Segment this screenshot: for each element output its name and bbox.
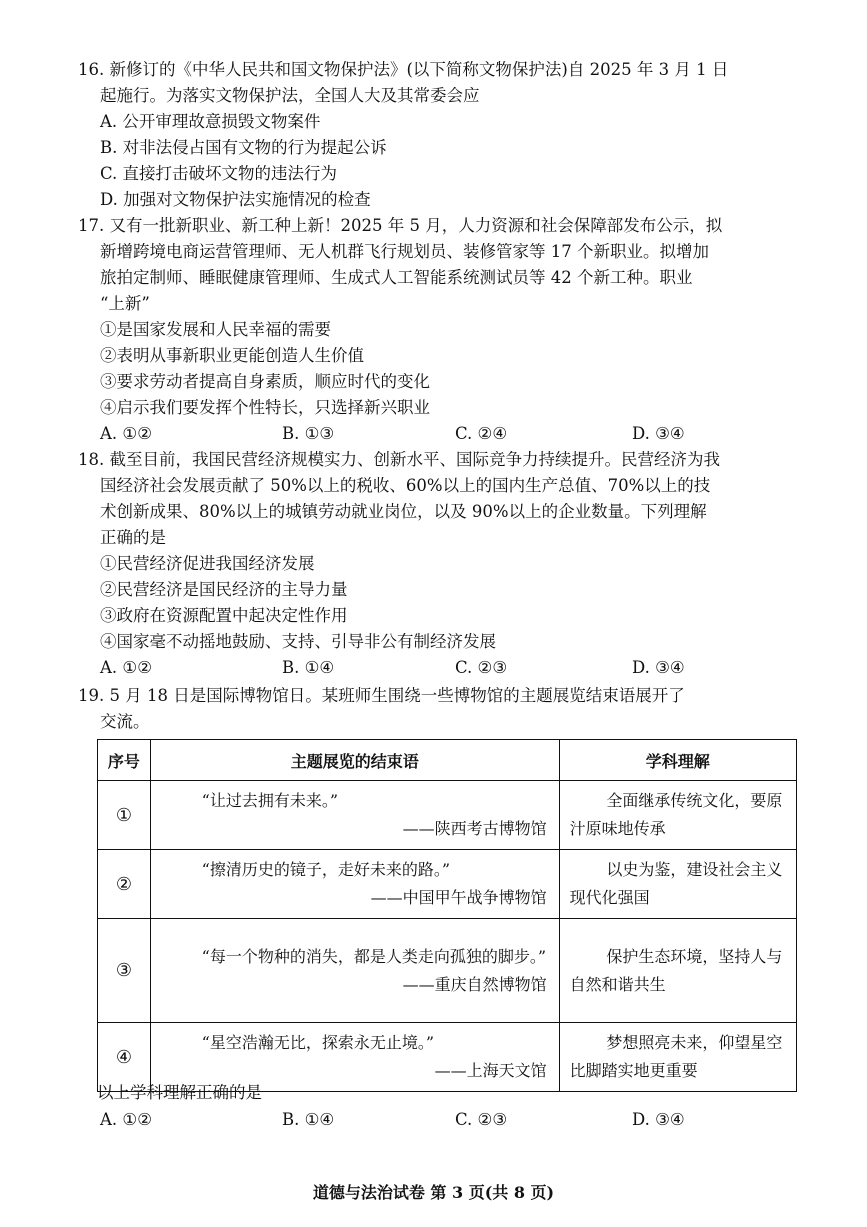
q19-choice-d[interactable]: D. ③④ [632,1110,685,1129]
q18-choice-d[interactable]: D. ③④ [632,658,685,677]
q17-choice-b[interactable]: B. ①③ [282,424,335,443]
understanding-cell [559,850,796,919]
q18-stem-line4: 正确的是 [100,528,166,547]
q16-stem-line2: 起施行。为落实文物保护法，全国人大及其常委会应 [100,86,480,105]
closing-remark-cell [150,781,559,850]
q17-statement-1: ①是国家发展和人民幸福的需要 [100,320,331,339]
table-row [98,781,797,850]
understanding-text: 全面继承传统文化，要原汁原味地传承 [569,791,783,838]
header-understanding: 学科理解 [559,740,796,781]
understanding-text: 梦想照亮未来，仰望星空比脚踏实地更重要 [569,1033,783,1080]
q18-stem-line1: 18. 截至目前，我国民营经济规模实力、创新水平、国际竞争力持续提升。民营经济为我 [78,450,720,469]
understanding-cell [559,781,796,850]
row-number: ④ [98,1023,151,1092]
table-header-row [98,740,797,781]
q17-stem-line4: “上新” [100,294,150,313]
quote-text: “擦清历史的镜子，走好未来的路。” [201,860,451,879]
header-number: 序号 [98,740,151,781]
museum-source: ——陕西考古博物馆 [402,819,547,838]
q16-option-a[interactable]: A. 公开审理故意损毁文物案件 [100,112,321,131]
q17-statement-3: ③要求劳动者提高自身素质，顺应时代的变化 [100,372,430,391]
museum-table [97,739,797,1092]
closing-remark-cell [150,919,559,1023]
closing-remark-cell [150,850,559,919]
museum-source: ——中国甲午战争博物馆 [370,888,547,907]
understanding-cell [559,919,796,1023]
q18-statement-1: ①民营经济促进我国经济发展 [100,554,315,573]
q16-option-b[interactable]: B. 对非法侵占国有文物的行为提起公诉 [100,138,387,157]
q19-choice-a[interactable]: A. ①② [100,1110,152,1129]
q19-stem-line1: 19. 5 月 18 日是国际博物馆日。某班师生围绕一些博物馆的主题展览结束语展开了 [78,686,685,705]
row-number: ② [98,850,151,919]
q19-stem-line2: 交流。 [100,712,150,731]
q16-stem-line1: 16. 新修订的《中华人民共和国文物保护法》(以下简称文物保护法)自 2025 年 3 月 1 日 [78,60,729,79]
q18-statement-3: ③政府在资源配置中起决定性作用 [100,606,348,625]
q19-prompt: 以上学科理解正确的是 [97,1083,262,1102]
q16-option-c[interactable]: C. 直接打击破坏文物的违法行为 [100,164,338,183]
q18-stem-line3: 术创新成果、80%以上的城镇劳动就业岗位，以及 90%以上的企业数量。下列理解 [100,502,707,521]
q18-choice-b[interactable]: B. ①④ [282,658,335,677]
q18-stem-line2: 国经济社会发展贡献了 50%以上的税收、60%以上的国内生产总值、70%以上的技 [100,476,711,495]
page-footer: 道德与法治试卷 第 3 页(共 8 页) [312,1183,555,1202]
quote-text: “每一个物种的消失，都是人类走向孤独的脚步。” [201,946,547,966]
row-number: ① [98,781,151,850]
q19-choice-b[interactable]: B. ①④ [282,1110,335,1129]
q17-stem-line1: 17. 又有一批新职业、新工种上新！2025 年 5 月，人力资源和社会保障部发布公示，拟 [78,216,723,235]
q17-choice-c[interactable]: C. ②④ [455,424,508,443]
q16-option-d[interactable]: D. 加强对文物保护法实施情况的检查 [100,190,371,209]
q18-choice-c[interactable]: C. ②③ [455,658,508,677]
table-row [98,850,797,919]
understanding-text: 以史为鉴，建设社会主义现代化强国 [569,860,783,907]
q18-statement-4: ④国家毫不动摇地鼓励、支持、引导非公有制经济发展 [100,632,496,651]
q17-choice-a[interactable]: A. ①② [100,424,152,443]
q17-stem-line3: 旅拍定制师、睡眠健康管理师、生成式人工智能系统测试员等 42 个新工种。职业 [100,268,693,287]
q19-choice-c[interactable]: C. ②③ [455,1110,508,1129]
understanding-text: 保护生态环境，坚持人与自然和谐共生 [569,946,783,994]
header-closing-remark: 主题展览的结束语 [150,740,559,781]
quote-text: “让过去拥有未来。” [201,791,339,810]
table-row [98,919,797,1023]
museum-source: ——上海天文馆 [434,1061,547,1080]
quote-text: “星空浩瀚无比，探索永无止境。” [201,1033,435,1052]
understanding-cell [559,1023,796,1092]
q17-statement-4: ④启示我们要发挥个性特长，只选择新兴职业 [100,398,430,417]
q17-statement-2: ②表明从事新职业更能创造人生价值 [100,346,364,365]
row-number: ③ [98,919,151,1023]
museum-source: ——重庆自然博物馆 [402,974,547,994]
q18-statement-2: ②民营经济是国民经济的主导力量 [100,580,348,599]
q18-choice-a[interactable]: A. ①② [100,658,152,677]
q17-choice-d[interactable]: D. ③④ [632,424,685,443]
q17-stem-line2: 新增跨境电商运营管理师、无人机群飞行规划员、装修管家等 17 个新职业。拟增加 [100,242,709,261]
